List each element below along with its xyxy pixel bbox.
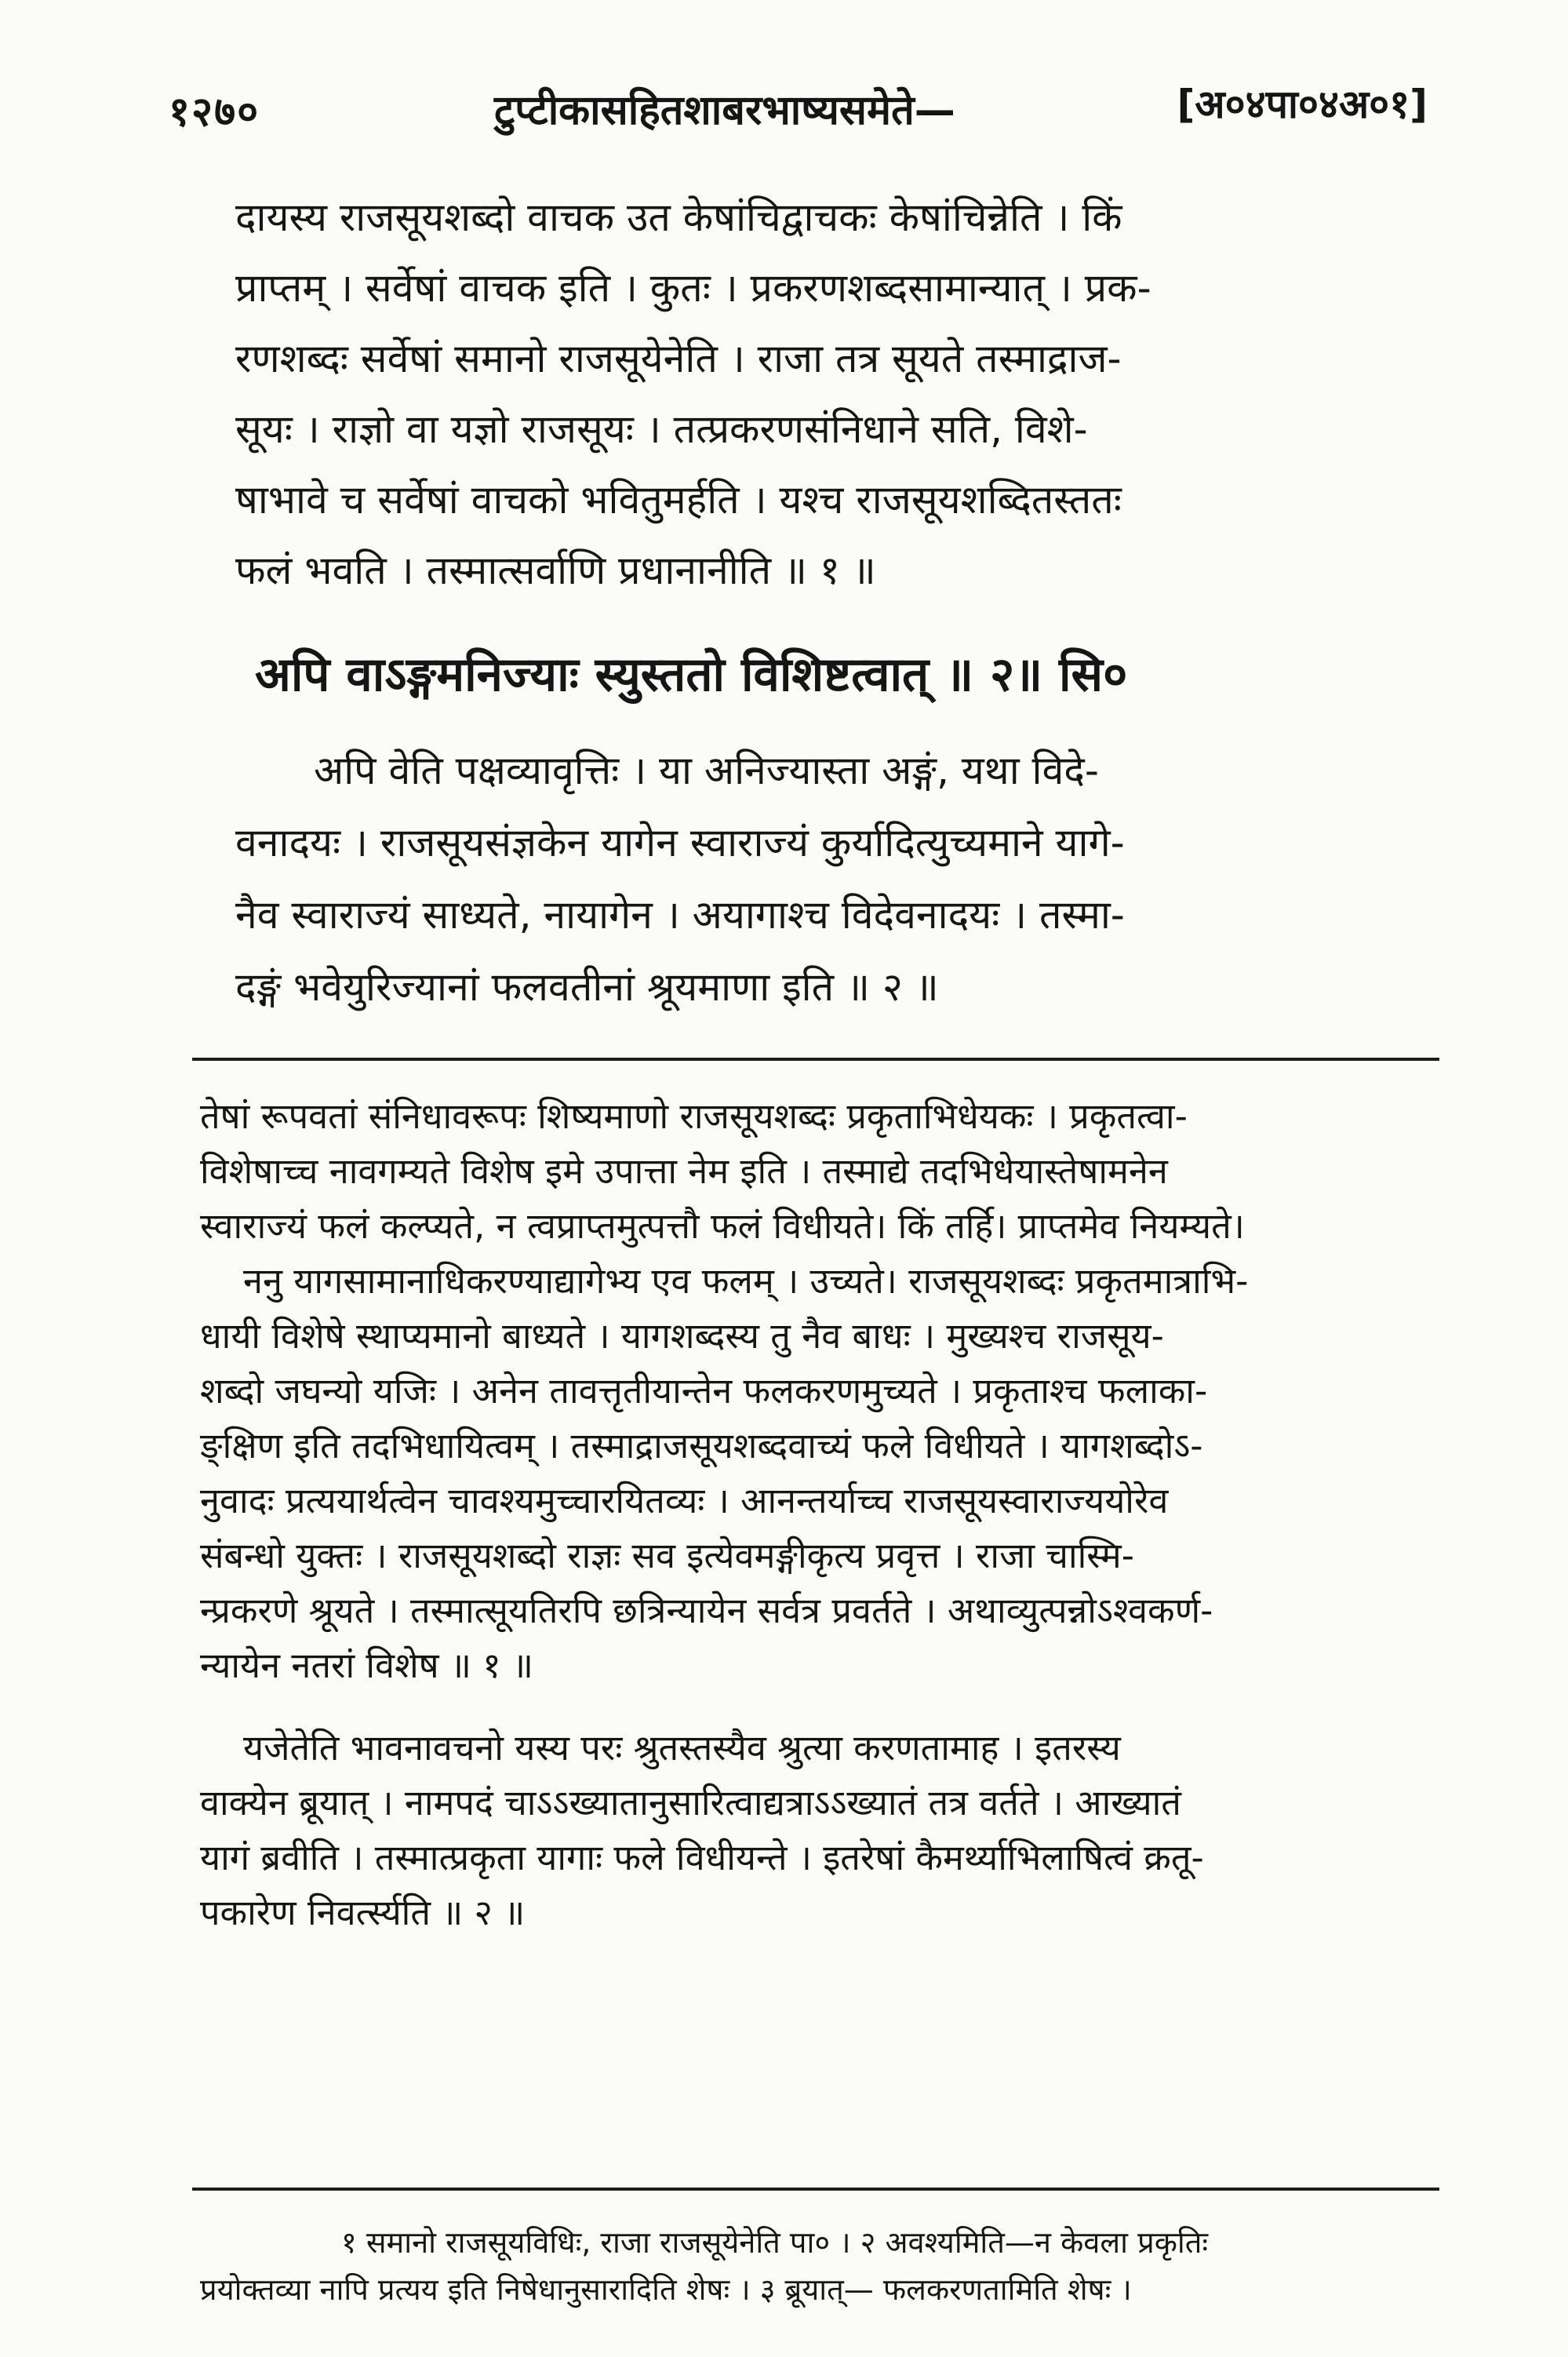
text-line: ननु यागसामानाधिकरण्याद्यागेभ्य एव फलम् । उच्यते। राजसूयशब्दः प्रकृतमात्राभि- xyxy=(243,1260,1249,1302)
text-line: ङ्क्षिण इति तदभिधायित्वम् । तस्माद्राजसूयशब्दवाच्यं फले विधीयते । यागशब्दोऽ- xyxy=(200,1425,1203,1466)
text-line: षाभावे च सर्वेषां वाचको भवितुमर्हति । यश्च राजसूयशब्दितस्ततः xyxy=(235,477,1122,523)
footnote-rule xyxy=(192,2188,1439,2191)
text-line: स्वाराज्यं फलं कल्प्यते, न त्वप्राप्तमुत्पत्तौ फलं विधीयते। किं तर्हि। प्राप्तमेव नियम्यते। xyxy=(200,1205,1245,1247)
text-line: न्प्रकरणे श्रूयते । तस्मात्सूयतिरपि छत्रिन्यायेन सर्वत्र प्रवर्तते । अथाव्युत्पन्नोऽश्वकर्ण- xyxy=(200,1590,1213,1631)
text-line: यागं ब्रवीति । तस्मात्प्रकृता यागाः फले विधीयन्ते । इतरेषां कैमर्थ्याभिलाषित्वं क्रतू- xyxy=(200,1837,1204,1878)
sutra-heading: अपि वाऽङ्गमनिज्याः स्युस्ततो विशिष्टत्वात् ॥ २॥ सि० xyxy=(255,647,1128,702)
bhashya-commentary xyxy=(235,182,1443,606)
text-line: वाक्येन ब्रूयात् । नामपदं चाऽऽख्यातानुसारित्वाद्यत्राऽऽख्यातं तत्र वर्तते । आख्यातं xyxy=(200,1782,1181,1823)
text-line: फलं भवति । तस्मात्सर्वाणि प्रधानानीति ॥ १ ॥ xyxy=(235,548,876,593)
text-line: नैव स्वाराज्यं साध्यते, नायागेन । अयागाश्च विदेवनादयः । तस्मा- xyxy=(235,892,1125,938)
text-line: शब्दो जघन्यो यजिः । अनेन तावत्तृतीयान्तेन फलकरणमुच्यते । प्रकृताश्च फलाका- xyxy=(200,1370,1208,1412)
footnote-line: १ समानो राजसूयविधिः, राजा राजसूयेनेति पा० । २ अवश्यमिति—न केवला प्रकृतिः xyxy=(341,2225,1209,2260)
page-header xyxy=(169,67,1428,137)
footnote-line: प्रयोक्तव्या नापि प्रत्यय इति निषेधानुसारादिति शेषः । ३ ब्रूयात्— फलकरणतामिति शेषः । xyxy=(200,2272,1132,2307)
text-line: पकारेण निवर्त्स्यति ॥ २ ॥ xyxy=(200,1892,526,1933)
paragraph-gap xyxy=(200,1693,1447,1721)
bhashya-commentary-2 xyxy=(235,734,1443,1023)
text-line: यजेतेति भावनावचनो यस्य परः श्रुतस्तस्यैव श्रुत्या करणतामाह । इतरस्य xyxy=(243,1727,1121,1769)
text-line: विशेषाच्च नावगम्यते विशेष इमे उपात्ता नेम इति । तस्माद्ये तदभिधेयास्तेषामनेन xyxy=(200,1150,1168,1192)
footnotes xyxy=(200,2219,1447,2313)
divider-rule xyxy=(192,1058,1439,1061)
text-line: धायी विशेषे स्थाप्यमानो बाध्यते । यागशब्दस्य तु नैव बाधः । मुख्यश्च राजसूय- xyxy=(200,1315,1164,1357)
text-line: तेषां रूपवतां संनिधावरूपः शिष्यमाणो राजसूयशब्दः प्रकृताभिधेयकः । प्रकृतत्वा- xyxy=(200,1095,1188,1137)
text-line: रणशब्दः सर्वेषां समानो राजसूयेनेति । राजा तत्र सूयते तस्माद्राज- xyxy=(235,336,1122,381)
text-line: दायस्य राजसूयशब्दो वाचक उत केषांचिद्वाचकः केषांचिन्नेति । किं xyxy=(235,195,1122,240)
text-line: वनादयः । राजसूयसंज्ञकेन यागेन स्वाराज्यं कुर्यादित्युच्यमाने यागे- xyxy=(235,820,1125,865)
tika-subcommentary xyxy=(200,1089,1447,1940)
text-line: नुवादः प्रत्ययार्थत्वेन चावश्यमुच्चारयितव्यः । आनन्तर्याच्च राजसूयस्वाराज्ययोरेव xyxy=(200,1480,1169,1521)
text-line: प्राप्तम् । सर्वेषां वाचक इति । कुतः । प्रकरणशब्दसामान्यात् । प्रक- xyxy=(235,265,1151,311)
text-line: सूयः । राज्ञो वा यज्ञो राजसूयः । तत्प्रकरणसंनिधाने सति, विशे- xyxy=(235,406,1088,452)
running-title: टुप्टीकासहितशाबरभाष्यसमेते— xyxy=(494,87,955,134)
text-line: संबन्धो युक्तः । राजसूयशब्दो राज्ञः सव इत्येवमङ्गीकृत्य प्रवृत्त । राजा चास्मि- xyxy=(200,1535,1134,1576)
text-line: दङ्गं भवेयुरिज्यानां फलवतीनां श्रूयमाणा इति ॥ २ ॥ xyxy=(235,964,939,1010)
page-number: १२७० xyxy=(169,89,260,136)
section-reference: [अ०४पा०४अ०१] xyxy=(1177,82,1428,127)
text-line: अपि वेति पक्षव्यावृत्तिः । या अनिज्यास्ता अङ्गं, यथा विदे- xyxy=(314,748,1099,793)
text-line: न्यायेन नतरां विशेष ॥ १ ॥ xyxy=(200,1645,533,1686)
